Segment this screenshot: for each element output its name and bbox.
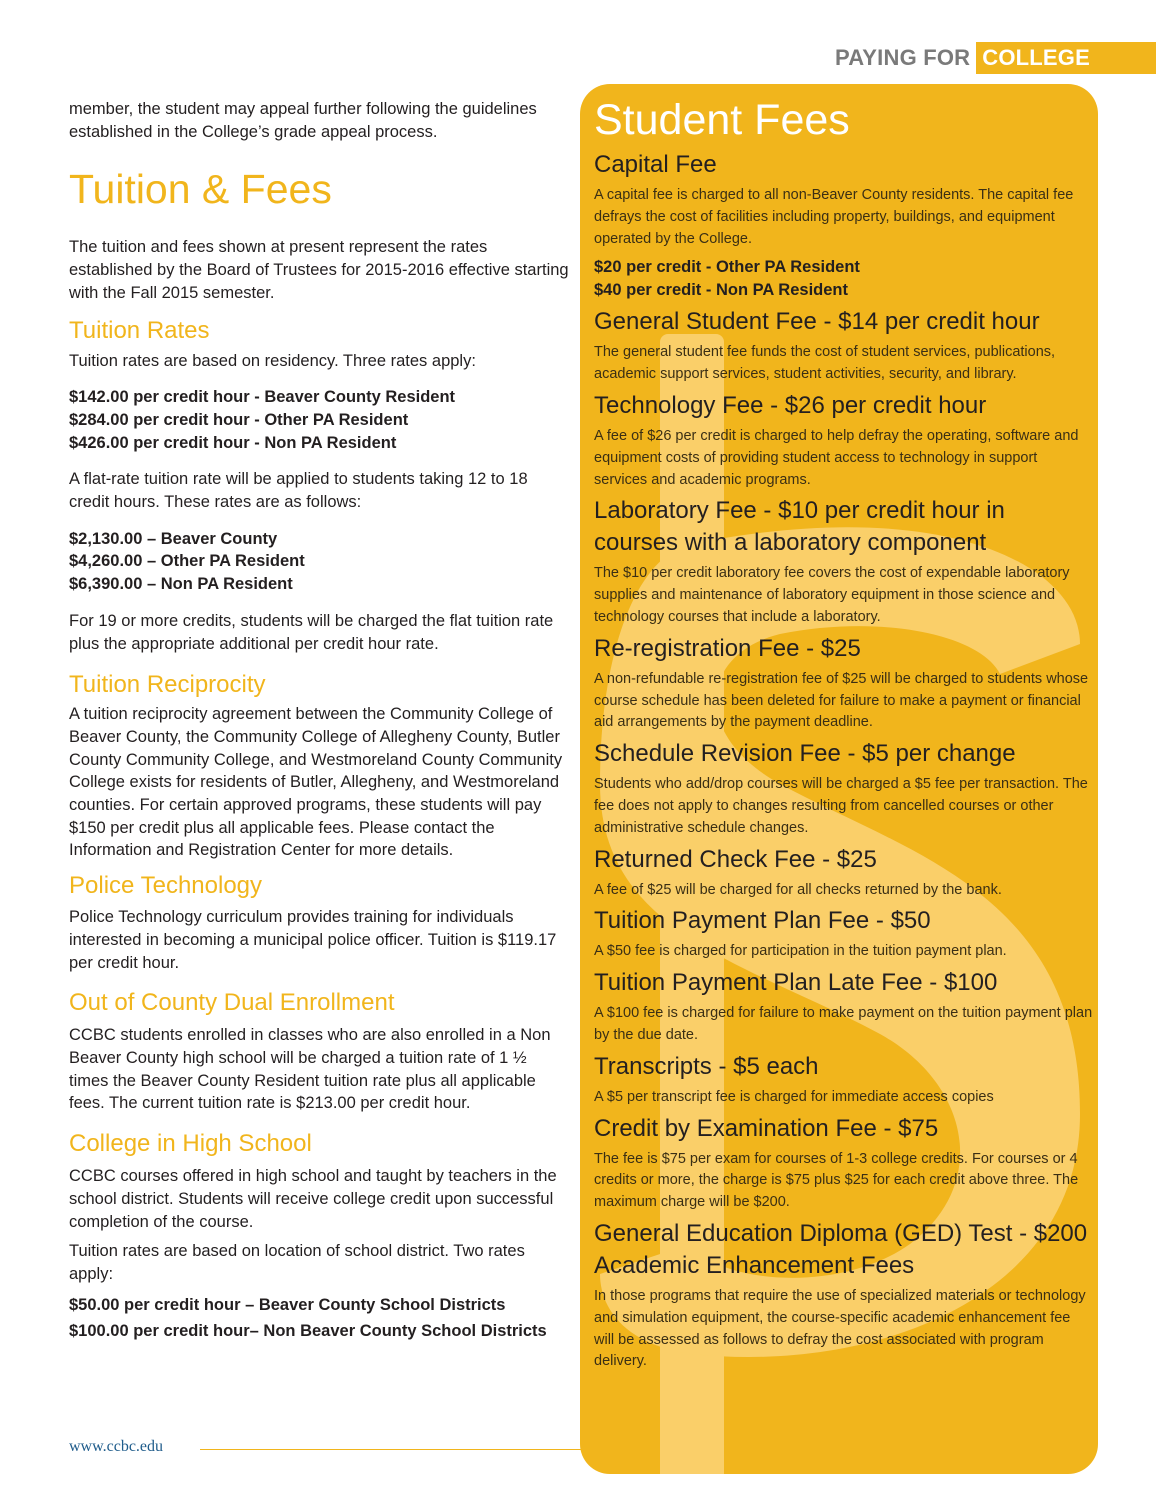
footer-divider [200,1449,590,1450]
flat-rate-line: $2,130.00 – Beaver County [69,529,278,548]
flat-rate-line: $4,260.00 – Other PA Resident [69,552,305,571]
fee-description: The $10 per credit laboratory fee covers the cost of expendable laboratory supplies and maintenance of laboratory equipment in those science and technology courses that include a laboratory. [594,565,1070,625]
fee-description: A fee of $26 per credit is charged to help defray the operating, software and equipment costs of providing student access to technology in support services and academic programs. [594,427,1079,488]
fee-description: The general student fee funds the cost of student services, publications, academic support services, student activities, security, and library. [594,344,1056,383]
intro-text: member, the student may appeal further following the guidelines established in the College’s grade appeal process. [69,100,537,141]
flat-rate-line: $6,390.00 – Non PA Resident [69,575,293,594]
fee-heading: Technology Fee - $26 per credit hour [594,391,987,419]
title-body: The tuition and fees shown at present represent the rates established by the Board of Trustees for 2015-2016 effective starting with the Fall 2015 semester. [69,238,569,302]
dual-enrollment-heading: Out of County Dual Enrollment [69,989,395,1017]
fee-description: A non-refundable re-registration fee of $25 will be charged to students whose course schedule has been deleted for failure to make a payment or financial aid arrangements by the payment deadline. [594,670,1089,731]
flat-rate-intro: A flat-rate tuition rate will be applied to students taking 12 to 18 credit hours. These rates are as follows: [69,470,528,512]
police-body: Police Technology curriculum provides training for individuals interested in becoming a municipal police officer. Tuition is $119.17 per credit hour. [69,908,557,972]
fee-heading: Tuition Payment Plan Late Fee - $100 [594,969,998,997]
high-school-body: CCBC courses offered in high school and taught by teachers in the school district. Students will receive college credit upon successful completion of the course. [69,1167,557,1231]
high-school-rate: $50.00 per credit hour – Beaver County School Districts [69,1295,506,1314]
police-heading: Police Technology [69,872,263,900]
reciprocity-body: A tuition reciprocity agreement between the Community College of Beaver County, the Community College of Allegheny County, Butler County Community College, and Westmoreland County Community College exists for residents of Butler, Allegheny, and Westmoreland counties. For certain approved programs, these students will pay $150 per credit plus all applicable fees. Please contact the Information and Registration Center for more details. [69,705,563,860]
fee-description: Students who add/drop courses will be charged a $5 fee per transaction. The fee does not apply to changes resulting from cancelled courses or other administrative schedule changes. [594,776,1088,836]
fee-heading: Tuition Payment Plan Fee - $50 [594,907,931,935]
fee-heading: Credit by Examination Fee - $75 [594,1114,939,1142]
high-school-rate: $100.00 per credit hour– Non Beaver County School Districts [69,1322,547,1341]
header-college: COLLEGE [976,42,1156,74]
fee-heading: Schedule Revision Fee - $5 per change [594,740,1016,768]
student-fees-panel [580,84,1098,1474]
rate-line: $142.00 per credit hour - Beaver County Resident [69,388,456,407]
rate-line: $284.00 per credit hour - Other PA Resident [69,410,409,429]
dual-enrollment-body: CCBC students enrolled in classes who are also enrolled in a Non Beaver County high school will be charged a tuition rate of 1 ½ times the Beaver County Resident tuition rate plus all applicable fees. The current tuition rate is $213.00 per credit hour. [69,1026,551,1113]
tuition-rates-heading: Tuition Rates [69,316,210,344]
footer-website-link[interactable]: www.ccbc.edu [69,1438,164,1455]
left-column [69,98,569,1343]
section-header-tag [835,42,1156,74]
high-school-rates-intro: Tuition rates are based on location of school district. Two rates apply: [69,1242,525,1283]
fee-description: A $50 fee is charged for participation in the tuition payment plan. [594,943,1007,960]
fee-heading: Transcripts - $5 each [594,1052,819,1080]
page-title: Tuition & Fees [69,166,332,213]
fee-description: The fee is $75 per exam for courses of 1-3 college credits. For courses or 4 credits or more, the charge is $75 plus $25 for each credit above three. The maximum charge will be $200. [594,1150,1079,1211]
fee-heading: Re-registration Fee - $25 [594,634,861,662]
header-paying-for: PAYING FOR [835,45,971,70]
capital-fee-rate: $40 per credit - Non PA Resident [594,281,848,300]
student-fees-title: Student Fees [594,96,850,144]
academic-enhancement-body: In those programs that require the use of specialized materials or technology and simulation equipment, the course-specific academic enhancement fee will be assessed as follows to defray the cost associated with program delivery. [594,1287,1086,1370]
flat-rate-note: For 19 or more credits, students will be charged the flat tuition rate plus the appropriate additional per credit hour rate. [69,611,554,653]
fee-description: A fee of $25 will be charged for all checks returned by the bank. [594,881,1002,898]
fee-heading: Laboratory Fee - $10 per credit hour in courses with a laboratory component [594,497,1005,557]
tuition-rates-body: Tuition rates are based on residency. Three rates apply: [69,351,476,370]
fee-heading: Capital Fee [594,151,717,178]
academic-enhancement-heading: Academic Enhancement Fees [594,1251,915,1279]
fee-heading: Returned Check Fee - $25 [594,845,877,873]
capital-fee-rate: $20 per credit - Other PA Resident [594,258,860,277]
high-school-heading: College in High School [69,1130,312,1158]
ged-fee-heading: General Education Diploma (GED) Test - $200 [594,1219,1088,1247]
fee-description: A capital fee is charged to all non-Beaver County residents. The capital fee defrays the cost of facilities including property, buildings, and equipment operated by the College. [594,187,1074,247]
rate-line: $426.00 per credit hour - Non PA Resident [69,433,397,452]
reciprocity-heading: Tuition Reciprocity [69,671,266,699]
fee-description: A $100 fee is charged for failure to make payment on the tuition payment plan by the due date. [594,1005,1093,1043]
fee-heading: General Student Fee - $14 per credit hour [594,308,1040,336]
fee-description: A $5 per transcript fee is charged for immediate access copies [594,1088,994,1105]
